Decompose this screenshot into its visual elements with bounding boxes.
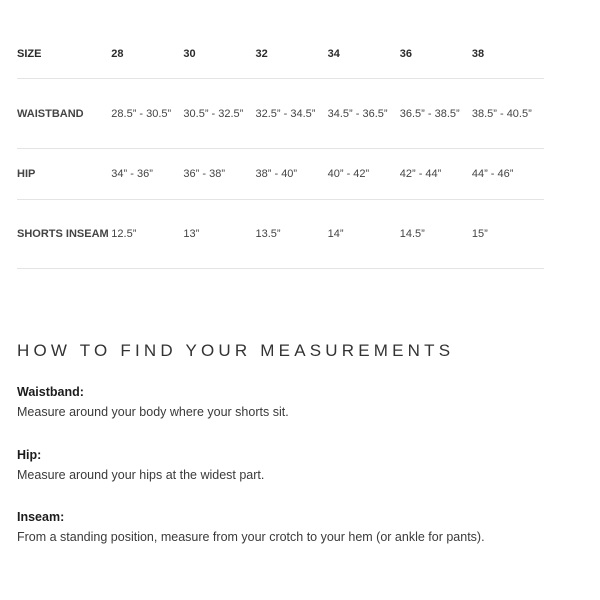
size-column-38: 38 bbox=[472, 30, 544, 79]
guide-description: Measure around your hips at the widest part. bbox=[17, 468, 265, 482]
inseam-cell: 13” bbox=[183, 200, 255, 269]
guide-term: Inseam: bbox=[17, 510, 65, 524]
hip-row-label: HIP bbox=[17, 149, 111, 200]
guide-description: From a standing position, measure from your crotch to your hem (or ankle for pants). bbox=[17, 530, 485, 544]
guide-term: Waistband: bbox=[17, 385, 84, 399]
waistband-cell: 30.5” - 32.5” bbox=[183, 79, 255, 149]
inseam-cell: 15” bbox=[472, 200, 544, 269]
inseam-cell: 12.5” bbox=[111, 200, 183, 269]
waistband-cell: 36.5” - 38.5” bbox=[400, 79, 472, 149]
size-column-32: 32 bbox=[256, 30, 328, 79]
inseam-cell: 13.5” bbox=[256, 200, 328, 269]
hip-row bbox=[17, 149, 544, 200]
waistband-cell: 34.5” - 36.5” bbox=[328, 79, 400, 149]
guide-item-waistband bbox=[17, 383, 289, 421]
inseam-cell: 14.5” bbox=[400, 200, 472, 269]
hip-cell: 40” - 42” bbox=[328, 149, 400, 200]
guide-item-inseam bbox=[17, 508, 485, 546]
size-chart-table bbox=[17, 30, 544, 269]
waistband-cell: 32.5” - 34.5” bbox=[256, 79, 328, 149]
hip-cell: 42” - 44” bbox=[400, 149, 472, 200]
waistband-cell: 38.5” - 40.5” bbox=[472, 79, 544, 149]
hip-cell: 38” - 40” bbox=[256, 149, 328, 200]
waistband-cell: 28.5” - 30.5” bbox=[111, 79, 183, 149]
waistband-row-label: WAISTBAND bbox=[17, 79, 111, 149]
guide-term: Hip: bbox=[17, 448, 42, 462]
measurement-guide-title: HOW TO FIND YOUR MEASUREMENTS bbox=[17, 341, 455, 360]
size-header-row bbox=[17, 30, 544, 79]
guide-description: Measure around your body where your shorts sit. bbox=[17, 405, 289, 419]
size-header-label: SIZE bbox=[17, 30, 111, 79]
hip-cell: 36” - 38” bbox=[183, 149, 255, 200]
size-column-30: 30 bbox=[183, 30, 255, 79]
guide-item-hip bbox=[17, 446, 264, 484]
waistband-row bbox=[17, 79, 544, 149]
size-column-28: 28 bbox=[111, 30, 183, 79]
inseam-row-label: SHORTS INSEAM bbox=[17, 200, 111, 269]
inseam-row bbox=[17, 200, 544, 269]
hip-cell: 34” - 36” bbox=[111, 149, 183, 200]
hip-cell: 44” - 46” bbox=[472, 149, 544, 200]
inseam-cell: 14” bbox=[328, 200, 400, 269]
size-column-36: 36 bbox=[400, 30, 472, 79]
size-column-34: 34 bbox=[328, 30, 400, 79]
